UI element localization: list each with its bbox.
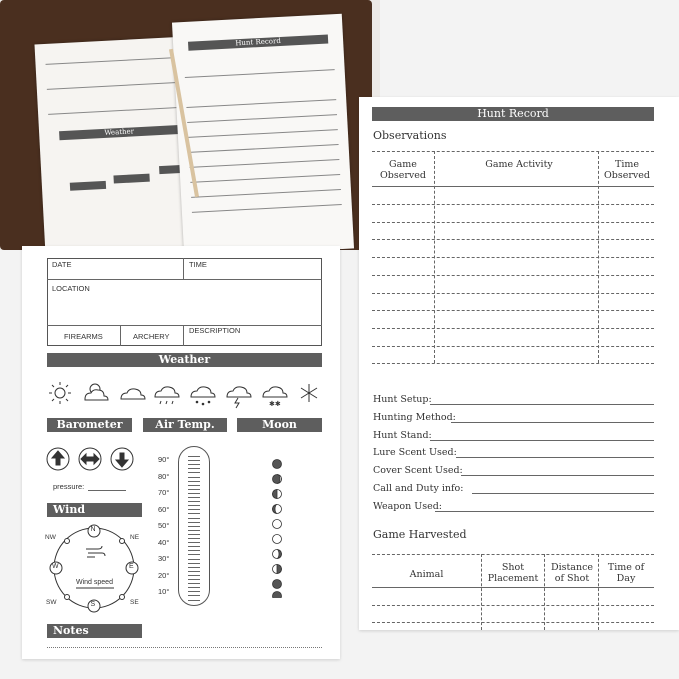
setup-field-line[interactable] — [430, 440, 654, 441]
thermometer-tick — [188, 575, 200, 576]
thermometer-tick — [188, 485, 200, 486]
falling-arrow-icon — [111, 448, 133, 470]
game-observed-header: Game Observed — [380, 159, 426, 181]
table-row[interactable] — [372, 293, 654, 294]
setup-field-line[interactable] — [456, 457, 654, 458]
setup-field-line[interactable] — [461, 475, 654, 476]
thermometer-tick — [188, 595, 200, 596]
thermometer-tick — [188, 550, 200, 551]
shot-placement-header: Shot Placement — [487, 562, 539, 584]
thermometer-tick — [188, 505, 200, 506]
animal-header: Animal — [409, 569, 444, 580]
photo-right-page — [172, 14, 354, 250]
first-quarter-icon — [273, 490, 282, 499]
temp-label: 70° — [158, 488, 170, 497]
weather-icons — [47, 379, 322, 409]
waxing-crescent-icon — [273, 475, 282, 484]
barometer-bar: Barometer — [47, 418, 132, 432]
thermometer-tick — [188, 456, 200, 457]
table-row[interactable] — [372, 328, 654, 329]
rain-icon — [191, 387, 215, 405]
cloud-icon — [121, 389, 145, 399]
steady-arrow-icon — [79, 448, 101, 470]
compass-sw: SW — [46, 599, 57, 606]
compass-nw: NW — [45, 534, 56, 541]
thermometer-tick — [188, 591, 200, 592]
thermometer-tick — [188, 567, 200, 568]
thermometer-tick — [188, 513, 200, 514]
table-row[interactable] — [372, 310, 654, 311]
thermometer-tick — [188, 501, 200, 502]
thermometer-tick — [188, 579, 200, 580]
setup-field-line[interactable] — [472, 493, 654, 494]
table-row[interactable] — [372, 239, 654, 240]
moon-phases — [270, 458, 284, 598]
photo-weather-bar: Weather — [59, 125, 179, 140]
setup-field-line[interactable] — [451, 422, 654, 423]
thermometer-tick — [188, 493, 200, 494]
game-harvested-title: Game Harvested — [373, 528, 467, 541]
temp-label: 60° — [158, 504, 170, 514]
light-rain-icon — [155, 387, 179, 404]
thermometer-tick — [188, 489, 200, 490]
setup-field-label: Weapon Used: — [373, 500, 443, 512]
setup-field-label: Hunting Method: — [373, 411, 456, 423]
time-of-day-header: Time of Day — [607, 562, 645, 584]
thermometer-tick — [188, 583, 200, 584]
thermometer-tick — [188, 522, 200, 523]
table-row[interactable] — [372, 257, 654, 258]
wind-speed-label: Wind speed — [76, 579, 113, 586]
hunt-record-bar: Hunt Record — [372, 107, 654, 121]
wind-bar: Wind — [47, 503, 142, 517]
thermometer-tick — [188, 477, 200, 478]
temp-label: 30° — [158, 554, 170, 563]
time-label: TIME — [189, 260, 207, 269]
table-row[interactable] — [372, 275, 654, 276]
barometer-arrows — [45, 446, 137, 472]
wind-icon — [86, 546, 105, 557]
date-label: DATE — [52, 260, 72, 269]
thermometer-tick — [188, 472, 200, 473]
setup-field-label: Lure Scent Used: — [373, 447, 457, 459]
setup-field-label: Hunt Setup: — [373, 394, 432, 405]
location-label: LOCATION — [52, 284, 90, 293]
full-moon-icon — [273, 520, 282, 529]
last-quarter-icon — [273, 565, 282, 574]
thermometer-tick — [188, 464, 200, 465]
temp-label: 50° — [158, 521, 170, 530]
full-moon-2-icon — [273, 535, 282, 544]
new-moon-icon — [273, 460, 282, 469]
thermometer-tick — [188, 571, 200, 572]
table-row[interactable] — [372, 363, 654, 364]
temp-label: 10° — [158, 587, 170, 596]
setup-field-label: Hunt Stand: — [373, 429, 432, 441]
table-row[interactable] — [372, 222, 654, 223]
setup-field-line[interactable] — [430, 404, 654, 405]
waxing-gibbous-icon — [273, 505, 282, 514]
firearms-label: FIREARMS — [64, 332, 103, 341]
thermometer-tick — [188, 600, 200, 601]
archery-label: ARCHERY — [133, 332, 170, 341]
moon-bar: Moon — [237, 418, 322, 432]
setup-field-label: Cover Scent Used: — [373, 465, 463, 477]
wind-compass — [42, 521, 152, 616]
thermometer-tick — [188, 534, 200, 535]
snowflake-icon — [301, 384, 317, 402]
observations-title: Observations — [373, 129, 447, 142]
hunt-record-page — [359, 97, 679, 630]
temp-label: 80° — [158, 471, 170, 481]
thermometer-tick — [188, 587, 200, 588]
weather-page — [22, 246, 340, 659]
thermometer-tick — [188, 563, 200, 564]
thermometer-tick — [188, 538, 200, 539]
thermometer-tick — [188, 460, 200, 461]
air-temp-bar: Air Temp. — [143, 418, 227, 432]
thermometer-tick — [188, 554, 200, 555]
photo-hunt-record-bar: Hunt Record — [188, 34, 328, 50]
compass-ne: NE — [130, 534, 140, 541]
game-activity-header: Game Activity — [485, 159, 553, 170]
distance-of-shot-header: Distance of Shot — [550, 562, 594, 584]
thermometer-tick — [188, 497, 200, 498]
thermometer-tick — [188, 509, 200, 510]
thermometer-tick — [188, 530, 200, 531]
thermometer-tick — [188, 542, 200, 543]
new-moon-2-icon — [273, 592, 282, 599]
temp-label: 20° — [158, 570, 170, 580]
setup-field-label: Call and Duty info: — [373, 483, 464, 494]
snow-cloud-icon — [263, 387, 287, 408]
thermometer-tick — [188, 481, 200, 482]
temp-label: 90° — [158, 455, 170, 464]
notes-line — [47, 647, 322, 648]
weather-bar: Weather — [47, 353, 322, 367]
notes-bar: Notes — [47, 624, 142, 638]
compass-e: E — [129, 563, 134, 570]
notebook-photo — [0, 0, 380, 250]
compass-se: SE — [130, 599, 139, 606]
svg-text:✱✱: ✱✱ — [269, 400, 281, 408]
temp-label: 40° — [158, 537, 170, 547]
thermometer-tick — [188, 526, 200, 527]
waning-gibbous-icon — [273, 550, 282, 559]
sun-icon — [49, 382, 71, 404]
rising-arrow-icon — [47, 448, 69, 470]
compass-s: S — [90, 601, 96, 608]
pressure-label: pressure: — [53, 482, 85, 491]
thermometer-tick — [188, 559, 200, 560]
thermometer-tick — [188, 546, 200, 547]
description-label: DESCRIPTION — [189, 326, 241, 335]
thermometer-tick — [188, 518, 200, 519]
compass-n: N — [90, 526, 96, 533]
thermometer-tick — [188, 468, 200, 469]
waning-crescent-icon — [273, 580, 282, 589]
table-row[interactable] — [372, 204, 654, 205]
time-observed-header: Time Observed — [604, 159, 650, 181]
table-row[interactable] — [372, 346, 654, 347]
partly-cloudy-icon — [85, 384, 108, 400]
setup-field-line[interactable] — [435, 511, 654, 512]
thunderstorm-icon — [227, 387, 251, 408]
compass-w: W — [52, 563, 59, 570]
